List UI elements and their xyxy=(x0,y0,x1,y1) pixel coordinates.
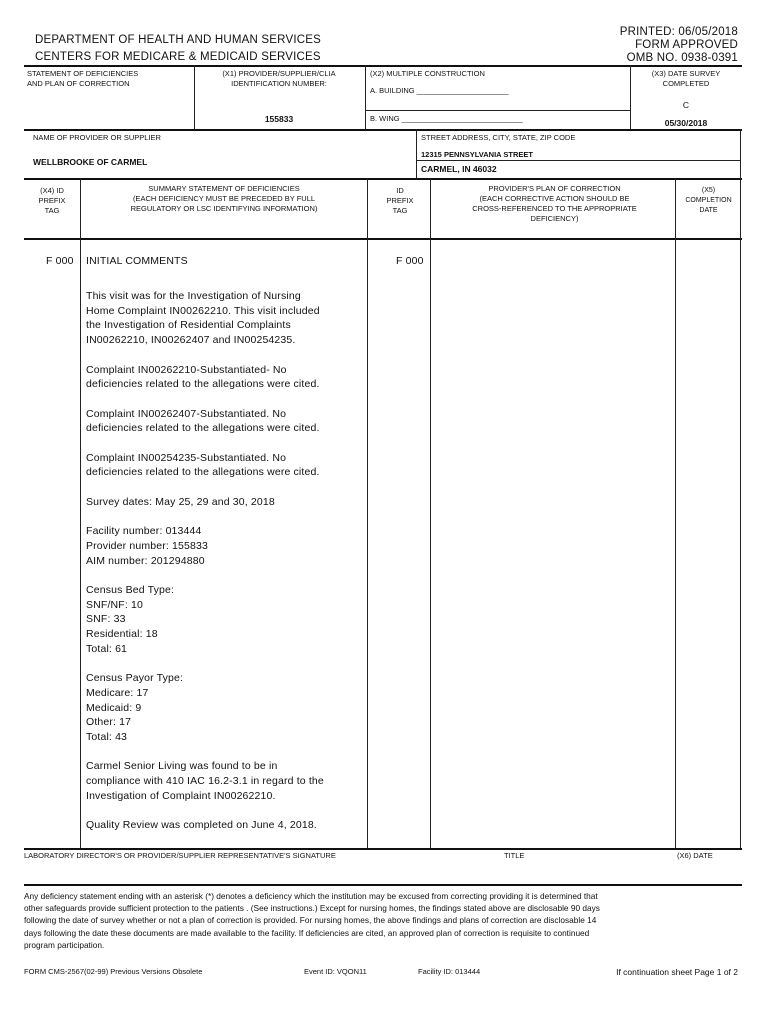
tag-prefix-left: F 000 xyxy=(46,255,74,267)
divider xyxy=(194,65,195,129)
survey-code: C xyxy=(682,100,690,110)
divider xyxy=(630,65,631,129)
summary-paragraph: Complaint IN00262407-Substantiated. No deficiencies related to the allegations were cited. xyxy=(86,407,320,435)
x3-label: (X3) DATE SURVEY COMPLETED xyxy=(651,69,721,88)
printed-date: PRINTED: 06/05/2018 xyxy=(619,26,738,38)
divider xyxy=(24,848,742,850)
divider xyxy=(24,178,742,180)
divider xyxy=(80,178,81,848)
summary-paragraph: Quality Review was completed on June 4, 2018. xyxy=(86,819,317,832)
street-address: 12315 PENNSYLVANIA STREET xyxy=(421,150,533,159)
divider xyxy=(416,129,417,178)
completion-date-header: (X5) COMPLETION DATE xyxy=(685,187,732,214)
provider-name: WELLBROOKE OF CARMEL xyxy=(33,157,148,167)
summary-paragraph: Facility number: 013444 Provider number: 155833 AIM number: 201294880 xyxy=(86,525,208,567)
signature-label: LABORATORY DIRECTOR'S OR PROVIDER/SUPPLIER REPRESENTATIVE'S SIGNATURE xyxy=(24,851,336,860)
statement-label: STATEMENT OF DEFICIENCIES AND PLAN OF CORRECTION xyxy=(27,69,139,88)
form-number: FORM CMS-2567(02-99) Previous Versions Obsolete xyxy=(24,967,203,976)
summary-paragraph: This visit was for the Investigation of Nursing Home Complaint IN00262210. This visit included the Investigation of Residential Complaints IN00262210, IN00262407 and IN00254235. xyxy=(86,290,320,347)
divider xyxy=(416,160,740,161)
summary-paragraph: Survey dates: May 25, 29 and 30, 2018 xyxy=(86,495,275,508)
form-approved: FORM APPROVED xyxy=(635,39,738,51)
event-id: Event ID: VQON11 xyxy=(304,967,367,976)
agency-line-1: DEPARTMENT OF HEALTH AND HUMAN SERVICES xyxy=(35,34,321,46)
divider xyxy=(740,178,741,848)
header-border-top xyxy=(24,65,742,67)
summary-paragraph: Census Bed Type: SNF/NF: 10 SNF: 33 Residential: 18 Total: 61 xyxy=(86,583,175,655)
summary-paragraph: Carmel Senior Living was found to be in compliance with 410 IAC 16.2-3.1 in regard to the Investigation of Complaint IN00262210. xyxy=(86,760,324,802)
omb-number: OMB NO. 0938-0391 xyxy=(626,52,738,64)
city-state-zip: CARMEL, IN 46032 xyxy=(421,164,497,174)
divider xyxy=(24,884,742,886)
divider xyxy=(365,110,630,111)
address-label: STREET ADDRESS, CITY, STATE, ZIP CODE xyxy=(421,133,576,142)
wing-label: B. WING _____________________________ xyxy=(370,114,523,123)
x4-header: (X4) ID PREFIX TAG xyxy=(38,186,66,215)
summary-header: SUMMARY STATEMENT OF DEFICIENCIES (EACH DEFICIENCY MUST BE PRECEDED BY FULL REGULATORY OR LSC IDENTIFYING INFORMATION) xyxy=(130,184,318,213)
facility-id: Facility ID: 013444 xyxy=(418,967,481,976)
survey-completed-date: 05/30/2018 xyxy=(664,118,708,128)
plan-header: PROVIDER'S PLAN OF CORRECTION (EACH CORRECTIVE ACTION SHOULD BE CROSS-REFERENCED TO THE APPROPRIATE DEFICIENCY) xyxy=(472,184,637,223)
provider-name-label: NAME OF PROVIDER OR SUPPLIER xyxy=(33,133,161,142)
provider-number: 155833 xyxy=(264,114,294,124)
continuation-sheet: If continuation sheet Page 1 of 2 xyxy=(616,967,738,977)
id-prefix-header: ID PREFIX TAG xyxy=(386,186,414,215)
divider xyxy=(365,65,366,129)
divider xyxy=(24,129,742,131)
summary-paragraph: Complaint IN00262210-Substantiated- No deficiencies related to the allegations were cited. xyxy=(86,363,320,391)
entry-title: INITIAL COMMENTS xyxy=(86,255,188,267)
title-label: TITLE xyxy=(504,851,525,860)
summary-paragraph: Census Payor Type: Medicare: 17 Medicaid: 9 Other: 17 Total: 43 xyxy=(86,672,184,743)
x6-date-label: (X6) DATE xyxy=(677,851,713,860)
divider xyxy=(430,178,431,848)
summary-body xyxy=(86,289,364,848)
x2-label: (X2) MULTIPLE CONSTRUCTION xyxy=(370,69,485,78)
agency-line-2: CENTERS FOR MEDICARE & MEDICAID SERVICES xyxy=(35,51,321,63)
divider xyxy=(367,178,368,848)
divider xyxy=(24,238,742,240)
summary-paragraph: Complaint IN00254235-Substantiated. No deficiencies related to the allegations were cited. xyxy=(86,451,320,479)
divider xyxy=(740,129,741,178)
disclaimer: Any deficiency statement ending with an asterisk (*) denotes a deficiency which the institution may be excused from correcting providing it is determined that other safeguards provide sufficient protection to the patients . (See instructions.) Except for nursing homes, the findings stated above are disclosable 90 days following the date of survey whether or not a plan of correction is provided. For nursing homes, the above findings and plans of correction are disclosable 14 days following the date these documents are made available to the facility. If deficiencies are cited, an approved plan of correction is requisite to continued program participation. xyxy=(24,891,600,950)
x1-label: (X1) PROVIDER/SUPPLIER/CLIA IDENTIFICATION NUMBER: xyxy=(222,69,336,88)
divider xyxy=(675,178,676,848)
tag-prefix-right: F 000 xyxy=(396,255,424,267)
building-label: A. BUILDING ______________________ xyxy=(370,86,509,95)
